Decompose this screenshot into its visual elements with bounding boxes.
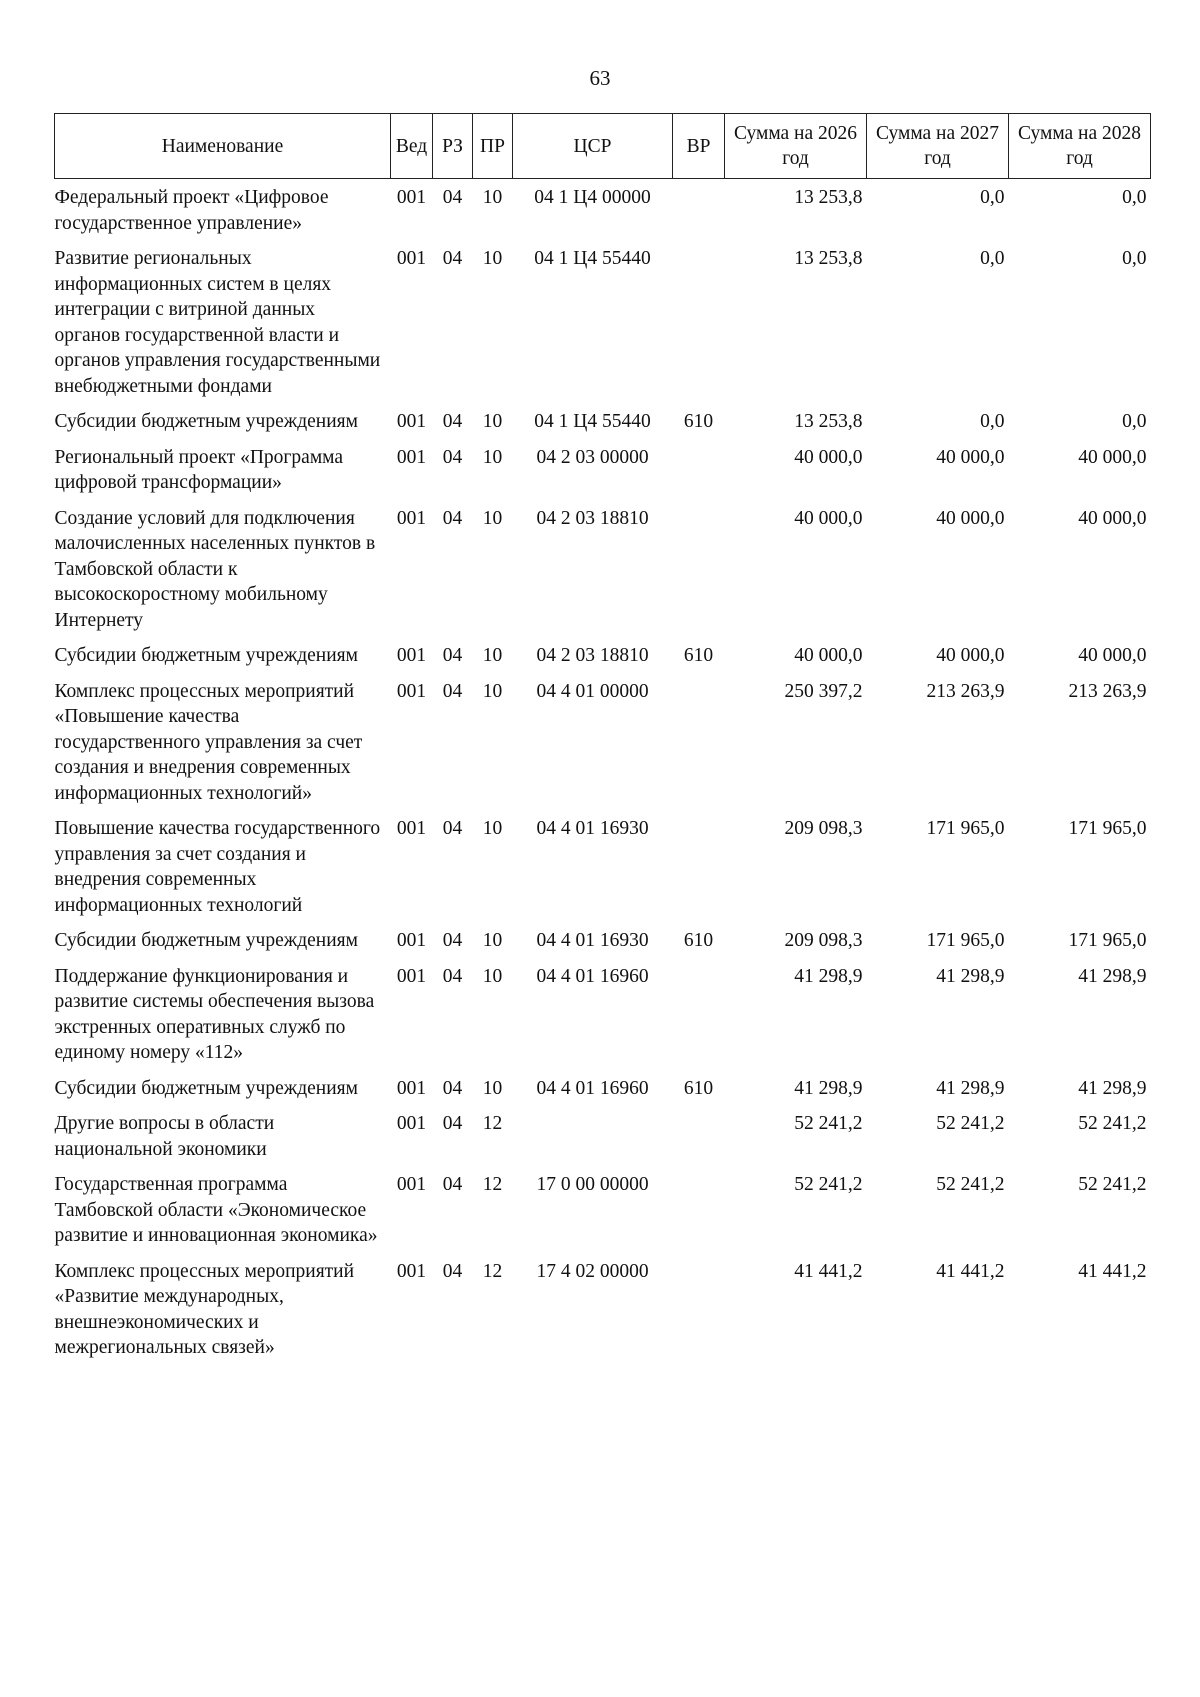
cell-rz: 04 [442, 507, 463, 529]
cell-sum-2026: 40 000,0 [794, 507, 863, 529]
cell-ved: 001 [396, 680, 427, 702]
table-row [55, 403, 1151, 439]
table-row [55, 500, 1151, 638]
cell-pr: 10 [482, 446, 503, 468]
table-row [55, 1070, 1151, 1106]
table-row [55, 810, 1151, 922]
header-ved: Вед [391, 114, 433, 179]
cell-name: Государственная программа Тамбовской области «Экономическое развитие и инновационная экономика» [54, 1174, 378, 1246]
cell-name: Региональный проект «Программа цифровой трансформации» [54, 446, 344, 493]
cell-rz: 04 [442, 680, 463, 702]
cell-pr: 10 [482, 645, 503, 666]
cell-sum-2028: 213 263,9 [1068, 680, 1147, 702]
cell-sum-2026: 13 253,8 [794, 187, 863, 208]
cell-name: Комплекс процессных мероприятий «Повышение качества государственного управления за счет создания и внедрения современных информационных технологий» [54, 680, 363, 804]
table-header [55, 114, 1151, 179]
cell-sum-2027: 40 000,0 [936, 645, 1005, 666]
cell-vr [673, 500, 725, 638]
cell-sum-2027: 0,0 [980, 248, 1005, 269]
cell-vr [673, 673, 725, 811]
cell-ved: 001 [396, 507, 427, 529]
header-sum-2027: Сумма на 2027 год [867, 114, 1009, 179]
cell-sum-2027: 0,0 [980, 187, 1005, 208]
cell-csr: 04 1 Ц4 00000 [534, 187, 651, 208]
cell-sum-2027: 0,0 [980, 411, 1005, 432]
table-row [55, 179, 1151, 241]
cell-rz: 04 [442, 411, 463, 432]
cell-vr [673, 810, 725, 922]
cell-ved: 001 [396, 818, 427, 839]
cell-csr: 04 2 03 18810 [536, 645, 649, 666]
cell-sum-2027: 41 441,2 [936, 1260, 1005, 1282]
cell-pr: 10 [482, 507, 503, 529]
page-number: 63 [589, 66, 611, 90]
cell-pr: 10 [482, 930, 503, 951]
cell-csr: 04 4 01 16930 [536, 818, 649, 839]
cell-ved: 001 [396, 1174, 427, 1195]
cell-pr: 10 [482, 411, 503, 432]
cell-sum-2026: 209 098,3 [784, 930, 863, 951]
cell-name: Субсидии бюджетным учреждениям [54, 1077, 358, 1099]
cell-sum-2027: 52 241,2 [936, 1113, 1005, 1134]
cell-pr: 10 [482, 187, 503, 208]
cell-ved: 001 [396, 1260, 427, 1282]
budget-table [54, 113, 1151, 1365]
cell-rz: 04 [442, 1174, 463, 1195]
cell-sum-2026: 40 000,0 [794, 645, 863, 666]
cell-sum-2026: 41 441,2 [794, 1260, 863, 1282]
cell-vr [673, 240, 725, 403]
cell-ved: 001 [396, 1113, 427, 1134]
cell-ved: 001 [396, 1077, 427, 1099]
cell-rz: 04 [442, 818, 463, 839]
cell-pr: 10 [482, 248, 503, 269]
cell-sum-2028: 40 000,0 [1078, 645, 1147, 666]
cell-rz: 04 [442, 248, 463, 269]
cell-vr: 610 [683, 645, 714, 666]
table-row [55, 922, 1151, 958]
cell-csr [513, 1105, 673, 1166]
cell-csr: 04 4 01 16930 [536, 930, 649, 951]
cell-vr [673, 1105, 725, 1166]
cell-sum-2028: 171 965,0 [1068, 930, 1147, 951]
cell-csr: 04 4 01 00000 [536, 680, 649, 702]
table-row [55, 958, 1151, 1070]
cell-sum-2028: 0,0 [1122, 187, 1147, 208]
cell-csr: 04 2 03 18810 [536, 507, 649, 529]
cell-name: Субсидии бюджетным учреждениям [54, 930, 358, 951]
table-row [55, 240, 1151, 403]
cell-sum-2026: 41 298,9 [794, 965, 863, 987]
cell-sum-2027: 171 965,0 [926, 930, 1005, 951]
cell-sum-2028: 41 298,9 [1078, 965, 1147, 987]
cell-name: Повышение качества государственного управления за счет создания и внедрения современных информационных технологий [54, 818, 381, 916]
cell-ved: 001 [396, 187, 427, 208]
cell-csr: 17 0 00 00000 [536, 1174, 649, 1195]
cell-sum-2027: 213 263,9 [926, 680, 1005, 702]
cell-sum-2026: 40 000,0 [794, 446, 863, 468]
cell-pr: 10 [482, 680, 503, 702]
cell-pr: 12 [482, 1174, 503, 1195]
cell-vr: 610 [683, 411, 714, 432]
cell-ved: 001 [396, 248, 427, 269]
cell-name: Развитие региональных информационных систем в целях интеграции с витриной данных органов государственной власти и органов управления государственными внебюджетными фондами [54, 248, 381, 397]
cell-sum-2026: 13 253,8 [794, 248, 863, 269]
cell-rz: 04 [442, 965, 463, 987]
cell-ved: 001 [396, 965, 427, 987]
table-row [55, 1166, 1151, 1253]
cell-sum-2026: 41 298,9 [794, 1077, 863, 1099]
cell-sum-2028: 0,0 [1122, 411, 1147, 432]
cell-sum-2027: 41 298,9 [936, 965, 1005, 987]
table-row [55, 1253, 1151, 1365]
cell-vr [673, 439, 725, 500]
header-sum-2026: Сумма на 2026 год [725, 114, 867, 179]
table-row [55, 673, 1151, 811]
cell-csr: 04 1 Ц4 55440 [534, 411, 651, 432]
cell-name: Комплекс процессных мероприятий «Развитие международных, внешнеэкономических и межрегиональных связей» [54, 1260, 355, 1358]
cell-sum-2027: 52 241,2 [936, 1174, 1005, 1195]
cell-csr: 04 2 03 00000 [536, 446, 649, 468]
header-vr: ВР [673, 114, 725, 179]
table-row [55, 439, 1151, 500]
cell-sum-2028: 40 000,0 [1078, 446, 1147, 468]
table-row [55, 637, 1151, 673]
cell-sum-2026: 209 098,3 [784, 818, 863, 839]
cell-rz: 04 [442, 446, 463, 468]
cell-vr [673, 1253, 725, 1365]
cell-sum-2028: 52 241,2 [1078, 1174, 1147, 1195]
cell-pr: 12 [482, 1113, 503, 1134]
cell-csr: 17 4 02 00000 [536, 1260, 649, 1282]
cell-ved: 001 [396, 645, 427, 666]
header-csr: ЦСР [513, 114, 673, 179]
cell-sum-2028: 52 241,2 [1078, 1113, 1147, 1134]
cell-rz: 04 [442, 187, 463, 208]
cell-sum-2028: 171 965,0 [1068, 818, 1147, 839]
cell-rz: 04 [442, 1113, 463, 1134]
cell-rz: 04 [442, 1077, 463, 1099]
cell-csr: 04 4 01 16960 [536, 965, 649, 987]
table-body [55, 179, 1151, 1365]
cell-vr [673, 1166, 725, 1253]
cell-sum-2026: 52 241,2 [794, 1174, 863, 1195]
cell-vr: 610 [683, 930, 714, 951]
cell-vr [673, 179, 725, 241]
cell-sum-2026: 52 241,2 [794, 1113, 863, 1134]
cell-pr: 10 [482, 965, 503, 987]
cell-sum-2027: 41 298,9 [936, 1077, 1005, 1099]
cell-rz: 04 [442, 645, 463, 666]
cell-pr: 10 [482, 1077, 503, 1099]
cell-ved: 001 [396, 446, 427, 468]
cell-name: Субсидии бюджетным учреждениям [54, 411, 358, 432]
header-pr: ПР [473, 114, 513, 179]
cell-csr: 04 1 Ц4 55440 [534, 248, 651, 269]
cell-pr: 12 [482, 1260, 503, 1282]
cell-sum-2028: 41 298,9 [1078, 1077, 1147, 1099]
cell-sum-2028: 41 441,2 [1078, 1260, 1147, 1282]
cell-rz: 04 [442, 1260, 463, 1282]
header-sum-2028: Сумма на 2028 год [1009, 114, 1151, 179]
cell-csr: 04 4 01 16960 [536, 1077, 649, 1099]
cell-name: Поддержание функционирования и развитие системы обеспечения вызова экстренных оперативных служб по единому номеру «112» [54, 965, 375, 1063]
cell-sum-2028: 40 000,0 [1078, 507, 1147, 529]
cell-sum-2027: 40 000,0 [936, 507, 1005, 529]
cell-vr: 610 [683, 1077, 714, 1099]
cell-sum-2027: 171 965,0 [926, 818, 1005, 839]
cell-name: Другие вопросы в области национальной экономики [54, 1113, 275, 1160]
cell-sum-2026: 13 253,8 [794, 411, 863, 432]
cell-sum-2027: 40 000,0 [936, 446, 1005, 468]
cell-pr: 10 [482, 818, 503, 839]
header-rz: РЗ [433, 114, 473, 179]
cell-name: Федеральный проект «Цифровое государственное управление» [54, 187, 329, 234]
cell-name: Создание условий для подключения малочисленных населенных пунктов в Тамбовской области к высокоскоростному мобильному Интернету [54, 507, 376, 631]
cell-name: Субсидии бюджетным учреждениям [54, 645, 358, 666]
cell-ved: 001 [396, 411, 427, 432]
cell-sum-2026: 250 397,2 [784, 680, 863, 702]
cell-vr [673, 958, 725, 1070]
cell-ved: 001 [396, 930, 427, 951]
table-row [55, 1105, 1151, 1166]
header-name: Наименование [55, 114, 391, 179]
cell-rz: 04 [442, 930, 463, 951]
cell-sum-2028: 0,0 [1122, 248, 1147, 269]
